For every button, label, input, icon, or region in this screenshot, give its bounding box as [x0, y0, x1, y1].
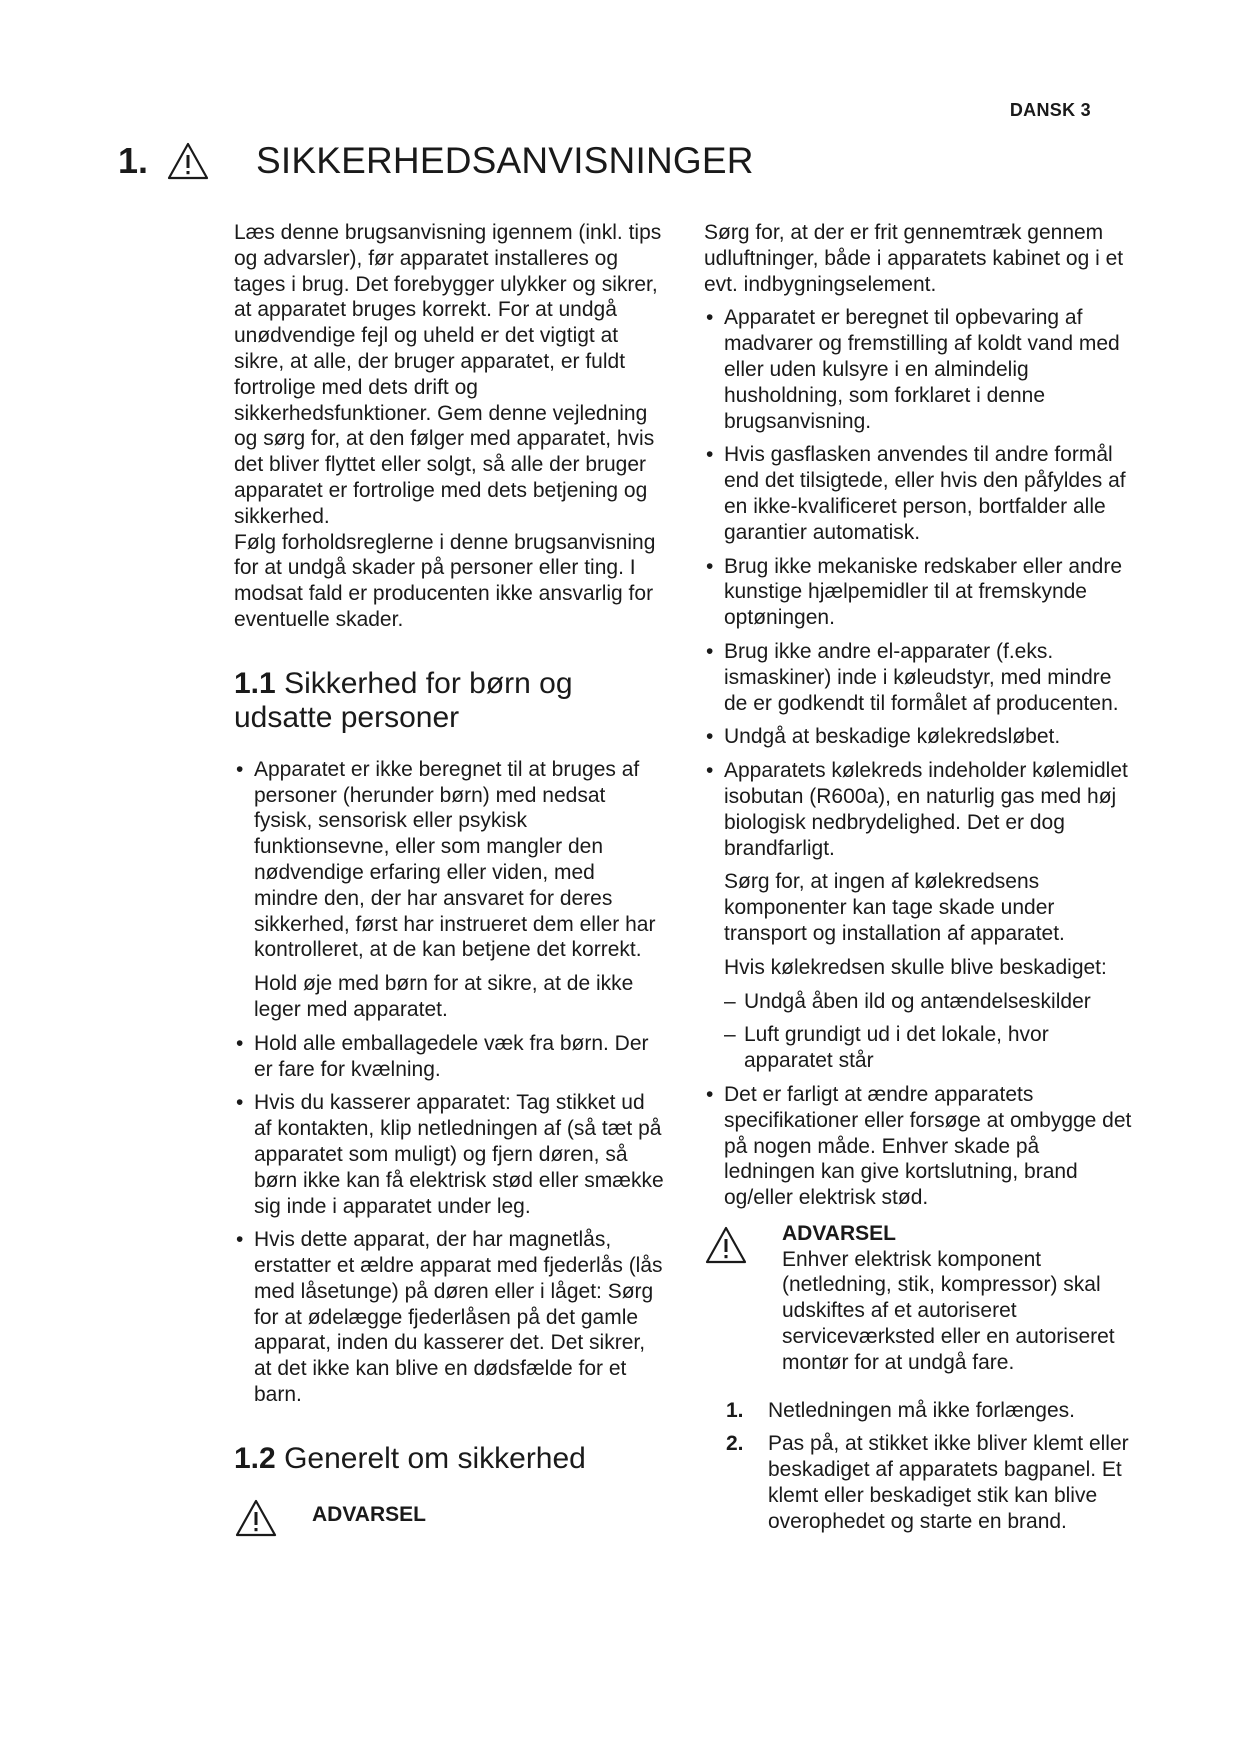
warning-content	[782, 1221, 1132, 1376]
list-item-text: Apparatets kølekreds indeholder kølemidlet isobutan (R600a), en naturlig gas med høj biologisk nedbrydelighed. Det er dog brandfarligt.	[724, 759, 1128, 860]
numbered-list	[704, 1398, 1132, 1535]
warning-triangle-icon	[166, 141, 210, 181]
list-item: • Undgå at beskadige kølekredsløbet.	[704, 724, 1132, 750]
dash-item: – Undgå åben ild og antændelseskilder	[724, 989, 1132, 1015]
list-item: • Hvis dette apparat, der har magnetlås, erstatter et ældre apparat med fjederlås (lås med låsetunge) på døren eller i låget: Sørg for at ødelægge fjederlåsen på det gamle apparat, inden du kasserer det. Det sikrer, at det ikke kan blive en dødsfælde for et barn.	[234, 1227, 664, 1408]
list-item-subparagraph: Sørg for, at ingen af kølekredsens komponenter kan tage skade under transport og installation af apparatet.	[724, 870, 1065, 945]
list-item: • Apparatet er beregnet til opbevaring af madvarer og fremstilling af koldt vand med eller uden kulsyre i en almindelig husholdning, som forklaret i denne brugsanvisning.	[704, 305, 1132, 434]
right-column	[704, 220, 1132, 1543]
section-title-block	[118, 140, 754, 182]
warning-text: Enhver elektrisk komponent (netledning, stik, kompressor) skal udskiftes af et autoriseret serviceværksted eller en autoriseret montør for at undgå fare.	[782, 1247, 1115, 1374]
list-item: • Hvis gasflasken anvendes til andre formål end det tilsigtede, eller hvis den påfyldes af en ikke-kvalificeret person, bortfalder alle garantier automatisk.	[704, 442, 1132, 545]
subsection-heading-1-2	[234, 1442, 664, 1476]
intro-paragraph-1: Læs denne brugsanvisning igennem (inkl. tips og advarsler), før apparatet installeres og tages i brug. Det forebygger ulykker og sikrer, at apparatet bruges korrekt. For at undgå unødvendige fejl og uheld er det vigtigt at sikre, at alle, der bruger apparatet, er fuldt fortrolige med dets drift og sikkerhedsfunktioner. Gem denne vejledning og sørg for, at den følger med apparatet, hvis det bliver flyttet eller solgt, så alle der bruger apparatet er fortrolige med dets betjening og sikkerhed.	[234, 221, 662, 528]
dash-item: – Luft grundigt ud i det lokale, hvor apparatet står	[724, 1022, 1132, 1074]
general-safety-list	[704, 305, 1132, 1211]
numbered-item	[704, 1431, 1132, 1534]
warning-block	[704, 1221, 1132, 1376]
numbered-item	[704, 1398, 1132, 1424]
list-item: • Brug ikke mekaniske redskaber eller andre kunstige hjælpemidler til at fremskynde optøningen.	[704, 554, 1132, 631]
warning-label: ADVARSEL	[312, 1502, 426, 1526]
warning-label: ADVARSEL	[782, 1221, 896, 1245]
subsection-title: Sikkerhed for børn og udsatte personer	[234, 666, 573, 734]
list-item-subparagraph: Hvis kølekredsen skulle blive beskadiget:	[724, 955, 1107, 979]
list-item	[704, 758, 1132, 1074]
item-text: Pas på, at stikket ikke bliver klemt eller beskadiget af apparatets bagpanel. Et klemt eller beskadiget stik kan blive overophedet og starte en brand.	[768, 1432, 1129, 1533]
left-column	[234, 220, 664, 1538]
dash-list	[724, 989, 1132, 1074]
list-item: • Det er farligt at ændre apparatets specifikationer eller forsøge at ombygge det på nogen måde. Enhver skade på ledningen kan give kortslutning, brand og/eller elektrisk stød.	[704, 1082, 1132, 1211]
item-number: 1.	[726, 1398, 744, 1422]
item-text: Netledningen må ikke forlænges.	[768, 1398, 1076, 1422]
warning-block	[234, 1498, 664, 1538]
warning-triangle-icon	[704, 1225, 748, 1265]
list-item: • Hold alle emballagedele væk fra børn. Der er fare for kvælning.	[234, 1031, 664, 1083]
ventilation-paragraph: Sørg for, at der er frit gennemtræk gennem udluftninger, både i apparatets kabinet og i et evt. indbygningselement.	[704, 221, 1124, 296]
list-item	[234, 757, 664, 1023]
subsection-heading-1-1	[234, 667, 664, 735]
section-title: SIKKERHEDSANVISNINGER	[256, 140, 754, 181]
subsection-title: Generelt om sikkerhed	[284, 1441, 586, 1475]
page-header: DANSK 3	[1009, 100, 1091, 120]
list-item: • Brug ikke andre el-apparater (f.eks. ismaskiner) inde i køleudstyr, med mindre de er godkendt til formålet af producenten.	[704, 639, 1132, 716]
subsection-number: 1.2	[234, 1441, 276, 1475]
section-number: 1.	[118, 140, 149, 181]
list-item-subparagraph: Hold øje med børn for at sikre, at de ikke leger med apparatet.	[254, 972, 634, 1021]
subsection-number: 1.1	[234, 666, 276, 700]
children-safety-list	[234, 757, 664, 1408]
list-item: • Hvis du kasserer apparatet: Tag stikket ud af kontakten, klip netledningen af (så tæt på apparatet som muligt) og fjern døren, så børn ikke kan få elektrisk stød eller smække sig inde i apparatet under leg.	[234, 1090, 664, 1219]
item-number: 2.	[726, 1432, 744, 1456]
list-item-text: Apparatet er ikke beregnet til at bruges af personer (herunder børn) med nedsat fysisk, sensorisk eller psykisk funktionsevne, eller som mangler den nødvendige erfaring eller viden, med mindre den, der har ansvaret for deres sikkerhed, først har instrueret dem eller har kontrolleret, at de kan betjene det korrekt.	[254, 757, 656, 962]
warning-triangle-icon	[234, 1498, 278, 1538]
intro-paragraph-2: Følg forholdsreglerne i denne brugsanvisning for at undgå skader på personer eller ting. I modsat fald er producenten ikke ansvarlig for eventuelle skader.	[234, 530, 656, 631]
